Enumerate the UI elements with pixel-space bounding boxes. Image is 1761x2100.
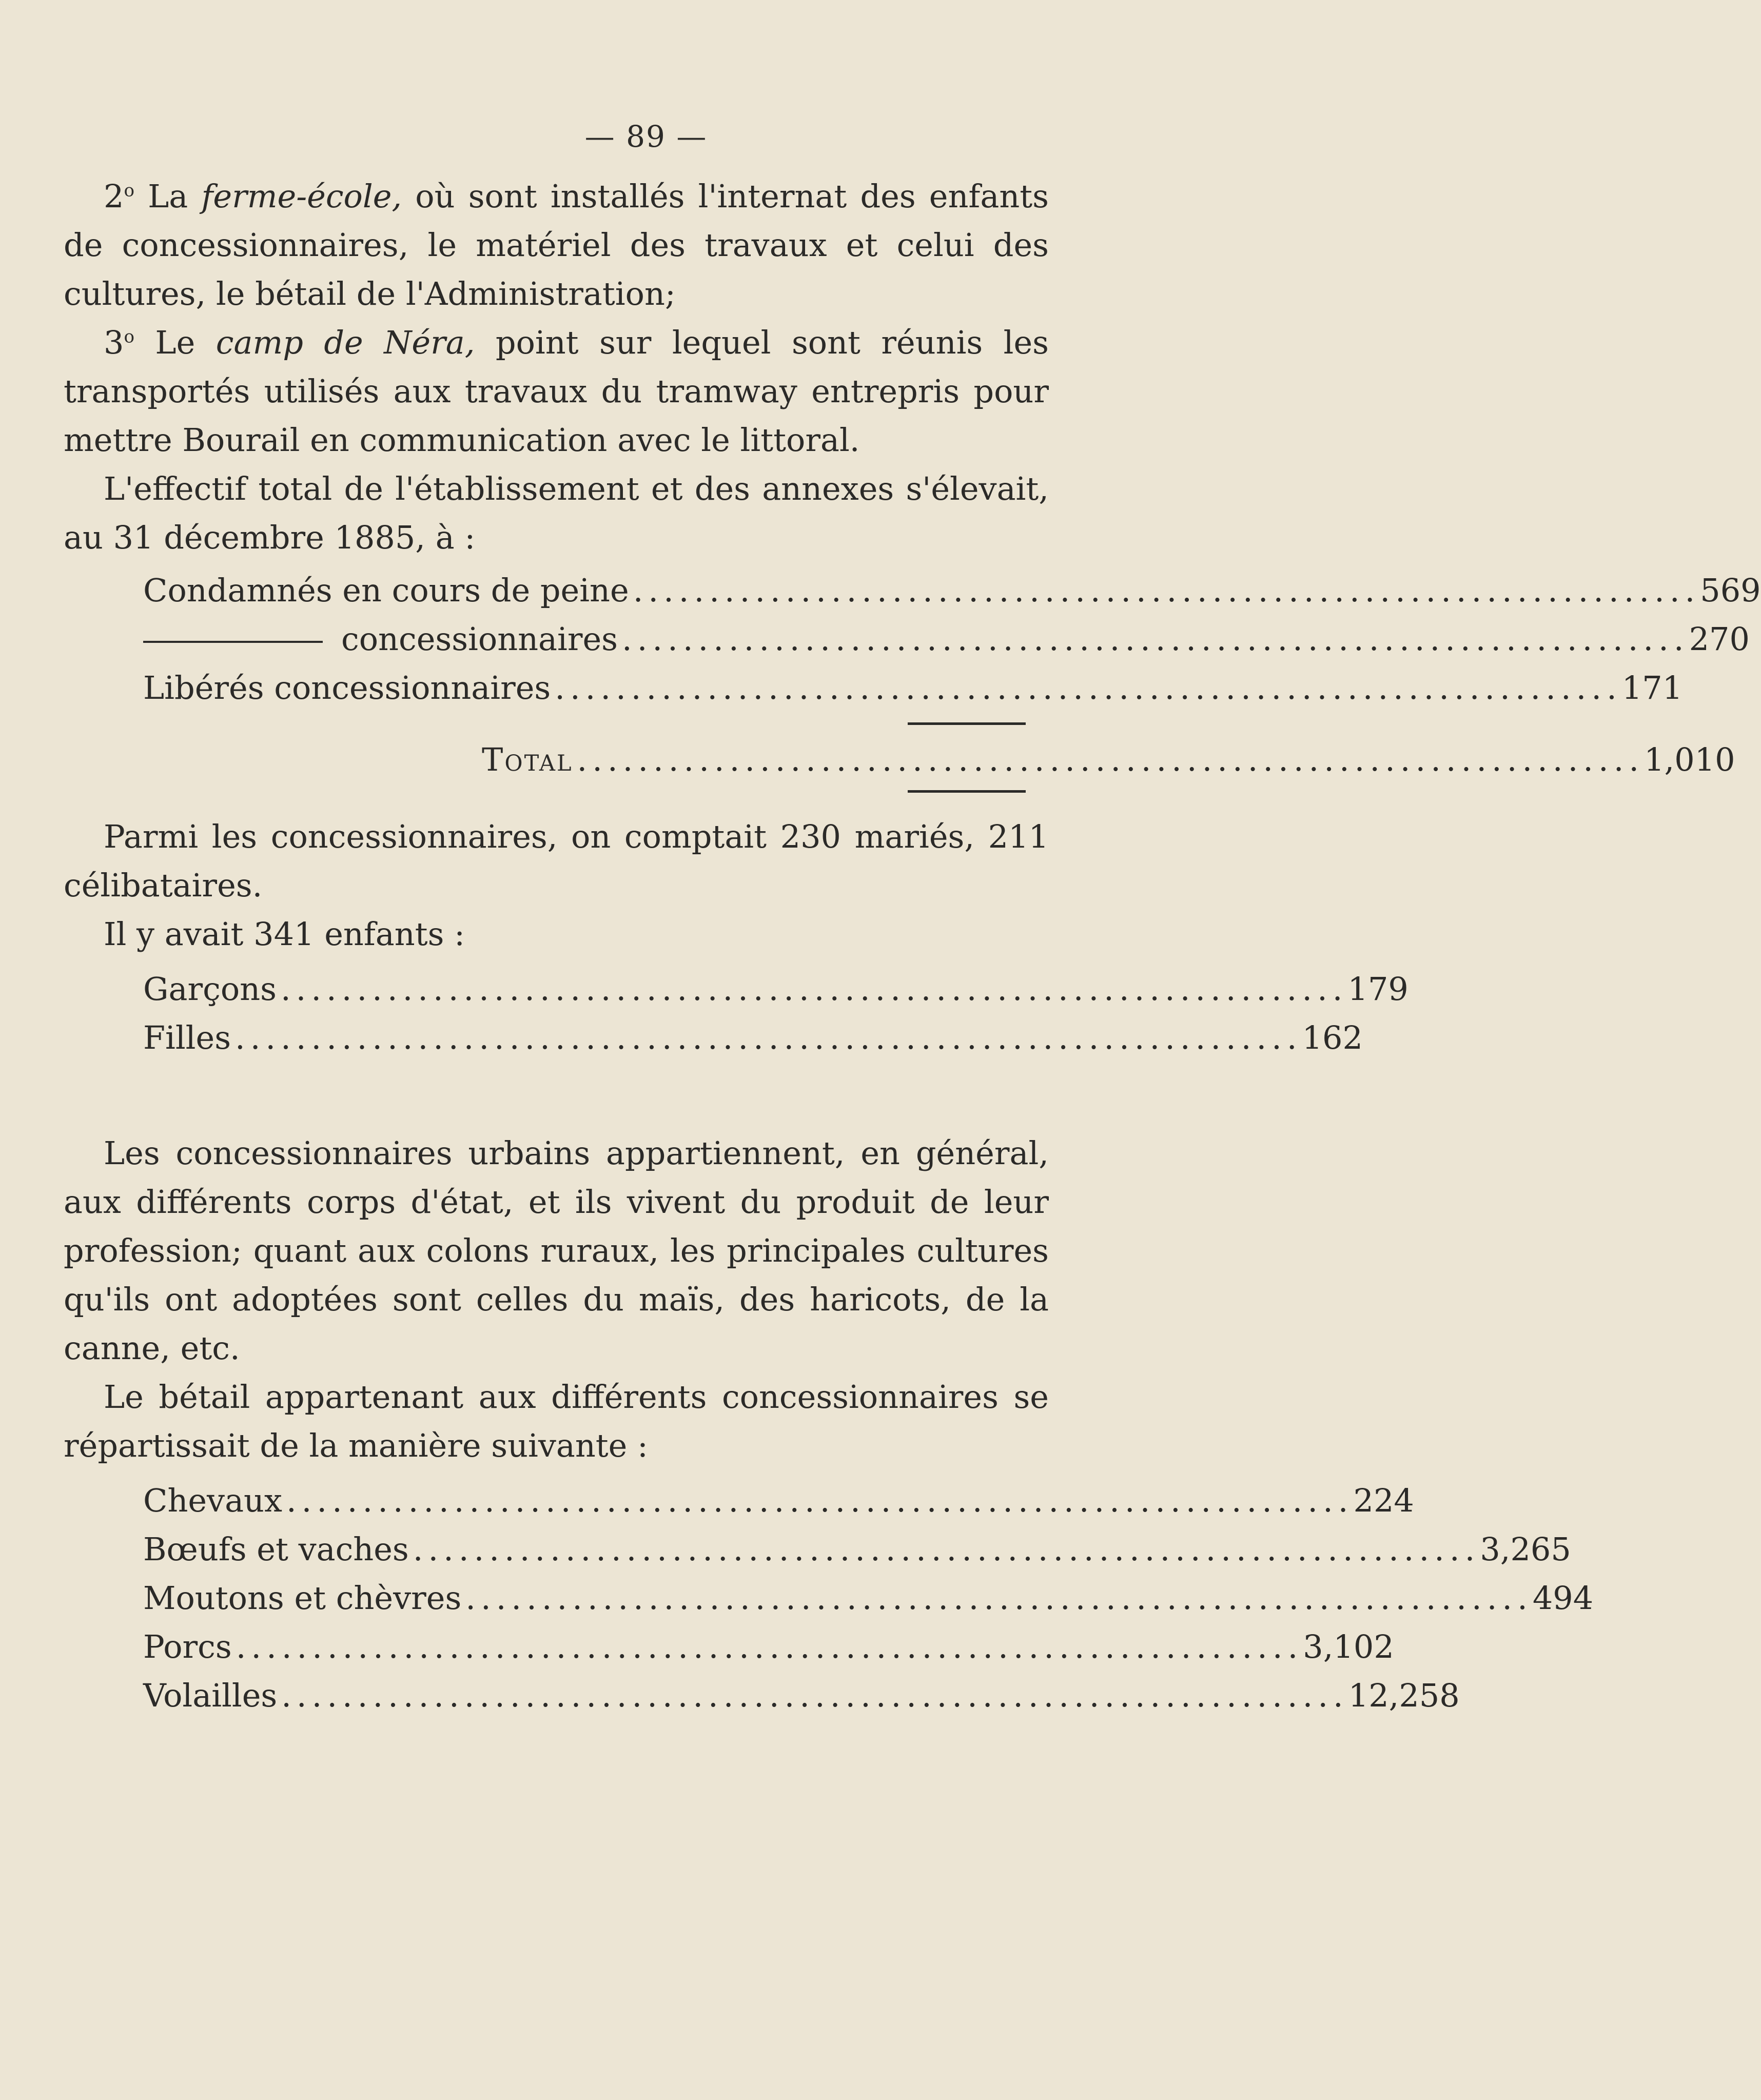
- table-row: Garçons ...................................................................... 179: [143, 970, 1408, 1008]
- text-block-bottom: [64, 1129, 1594, 1720]
- page-number: — 89 —: [584, 119, 708, 154]
- table-row: Chevaux ...................................................................... 224: [143, 1482, 1414, 1519]
- effectif-table: [143, 566, 1761, 793]
- total-row: Total ...................................................................... 1,010: [482, 741, 1735, 778]
- table-row: Moutons et chèvres ...................................................................... 494: [143, 1579, 1594, 1617]
- table-row: concessionnaires ...................................................................... 270: [143, 615, 1026, 663]
- table-row: Filles ...................................................................... 162: [143, 1019, 1363, 1056]
- paragraph-effectif: L'effectif total de l'établissement et des annexes s'élevait, au 31 décembre 1885, à :: [64, 470, 1049, 556]
- betail-table: [143, 1476, 1594, 1720]
- text-block-top: [64, 172, 1761, 793]
- table-row: Libérés concessionnaires ...................................................................... 171: [143, 669, 1683, 706]
- table-row: Volailles ...................................................................... 12,258: [143, 1677, 1460, 1714]
- paragraph-betail: Le bétail appartenant aux différents concessionnaires se répartissait de la manière suivante :: [64, 1378, 1049, 1464]
- text-block-middle: [64, 812, 1408, 1062]
- ditto-dash: [143, 641, 323, 643]
- paragraph-enfants: Il y avait 341 enfants :: [104, 915, 465, 953]
- enfants-table: [143, 965, 1408, 1062]
- paragraph-maries: Parmi les concessionnaires, on comptait 230 mariés, 211 célibataires.: [64, 818, 1049, 904]
- total-underline: [908, 790, 1026, 793]
- paragraph-ferme-ecole: 2$^o$ La ferme-école, où sont installés l'internat des enfants de concessionnaires, le matériel des travaux et celui des cultures, le bétail de l'Administration;: [64, 178, 1049, 312]
- sum-rule: [908, 722, 1026, 725]
- table-row: Porcs ...................................................................... 3,102: [143, 1628, 1394, 1665]
- table-row: Bœufs et vaches ...................................................................... 3,265: [143, 1530, 1571, 1568]
- paragraph-camp-nera: 3$^o$ Le camp de Néra, point sur lequel sont réunis les transportés utilisés aux travaux du tramway entrepris pour mettre Bourail en communication avec le littoral.: [64, 324, 1049, 459]
- paragraph-urbains: Les concessionnaires urbains appartiennent, en général, aux différents corps d'état, et ils vivent du produit de leur profession; quant aux colons ruraux, les principales cultures qu'ils ont adoptées sont celles du maïs, des haricots, de la canne, etc.: [64, 1134, 1049, 1367]
- table-row: Condamnés en cours de peine ...................................................................... 569: [143, 572, 1761, 609]
